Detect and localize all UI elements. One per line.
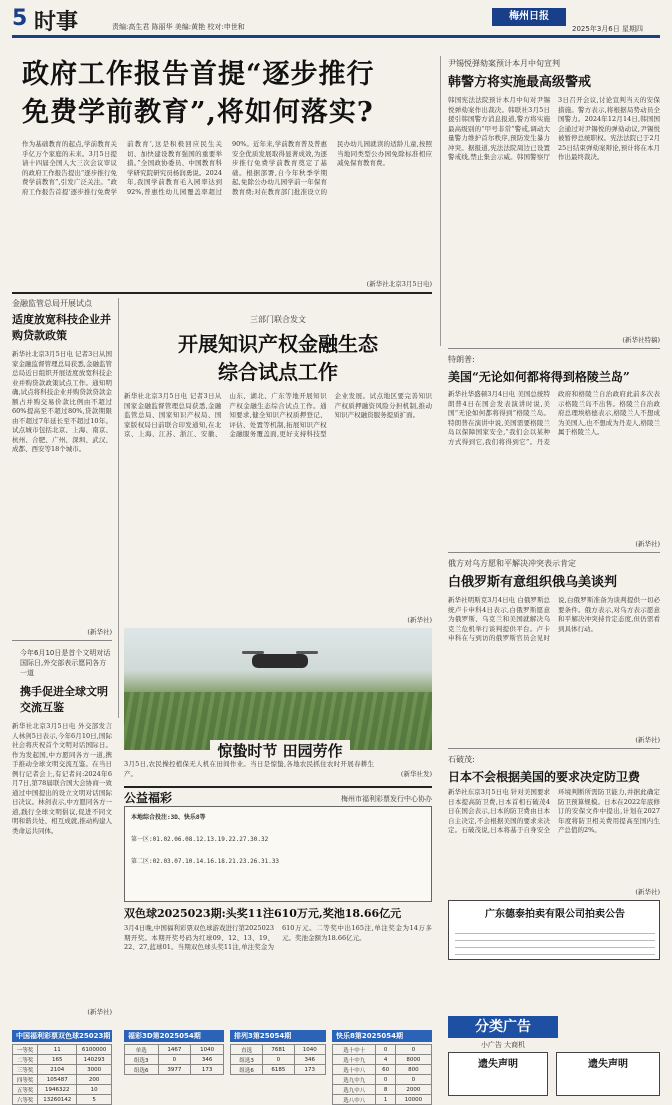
table-cell: 选十中十 bbox=[333, 1045, 376, 1055]
finance-body: 新华社北京3月5日电 记者3日从国家金融监督管理总局获悉,金融监管总局近日组织开展适度放宽科技企业并购贷款政策试点工作。通知明确,试点将科技企业并购贷款贷款金额占并购交易价款比例由不超过60%提高至不超过80%,贷款期限由不超过7年延长至不超过10年。试点城市包括北京、上海、南京、杭州、合肥、广州、深圳、武汉、成都、西安等18个城市。 bbox=[12, 350, 112, 453]
table-cell: 三等奖 bbox=[13, 1065, 38, 1075]
belarus-body: 新华社明斯克3月4日电 白俄罗斯总统卢卡申科4日表示,白俄罗斯愿意为俄罗斯、乌克兰和美国就解决乌克兰危机举行谈判提供平台。卢卡申科在与到访的俄罗斯官员会见时说,白俄罗斯准备为谈判提供一切必要条件。俄方表示,对乌方表示愿意和平解决冲突持肯定态度,但仍需看到具体行动。 bbox=[448, 596, 660, 642]
table-cell: 一等奖 bbox=[13, 1045, 38, 1055]
table-cell: 0 bbox=[395, 1075, 431, 1085]
lead-footer: (新华社北京3月5日电) bbox=[366, 280, 432, 288]
table-cell: 0 bbox=[376, 1075, 395, 1085]
table-cell: 直选 bbox=[231, 1045, 263, 1055]
auction-notice bbox=[448, 900, 660, 960]
table-cell: 8 bbox=[376, 1085, 395, 1095]
ip-headline-line2: 综合试点工作 bbox=[218, 360, 338, 384]
section-name: 时事 bbox=[34, 10, 79, 35]
korea-kicker: 尹锡悦弹劾案预计本月中旬宣判 bbox=[448, 59, 560, 68]
table-cell: 1040 bbox=[191, 1045, 224, 1055]
culture-footer: (新华社) bbox=[87, 1008, 112, 1016]
divider bbox=[448, 552, 660, 553]
table-cell: 105487 bbox=[38, 1075, 77, 1085]
classified-sub: 小广告 大商机 bbox=[480, 1041, 526, 1049]
field-photo bbox=[124, 628, 432, 750]
ip-body: 新华社北京3月5日电 记者3日从国家金融监督管理总局获悉,金融监管总局、国家知识产权局、国家版权局日前联合印发通知,在北京、上海、江苏、浙江、安徽、山东、湖北、广东等地开展知识产权金融生态综合试点工作。通知要求,健全知识产权质押登记、评估、处置等机制,拓展知识产权金融服务覆盖面,更好支持科技型企业发展。试点地区要完善知识产权质押融资风险分担机制,推动知识产权融资服务提质扩面。 bbox=[124, 392, 432, 438]
table-cell: 选八中八 bbox=[333, 1095, 376, 1105]
table-cell: 组选3 bbox=[125, 1055, 159, 1065]
table-cell: 0 bbox=[376, 1045, 395, 1055]
auction-table bbox=[455, 927, 655, 955]
table-row bbox=[231, 1065, 326, 1075]
prize-table-kl8 bbox=[332, 1044, 432, 1105]
table-cell: 单选 bbox=[125, 1045, 159, 1055]
welfare-title: 公益福彩 bbox=[124, 791, 173, 805]
table3-header: 排列3第25054期 bbox=[230, 1030, 326, 1042]
belarus-headline: 白俄罗斯有意组织俄乌美谈判 bbox=[448, 575, 618, 590]
table-cell: 11 bbox=[38, 1045, 77, 1055]
ishiba-body: 新华社东京3月5日电 针对美国要求日本提高防卫费,日本首相石破茂4日在国会表示,日本的防卫费由日本自主决定,不会根据美国的要求来决定。石破茂说,日本将基于自身安全环境判断所需防卫能力,并据此确定防卫预算规模。日本在2022年底修订的安保文件中提出,计划在2027年度将防卫相关费用提高至国内生产总值的2%。 bbox=[448, 788, 660, 834]
table-cell: 6185 bbox=[263, 1065, 294, 1075]
table-cell: 1040 bbox=[294, 1045, 325, 1055]
table-row bbox=[333, 1055, 432, 1065]
prize-table-3d bbox=[124, 1044, 224, 1075]
table-cell: 五等奖 bbox=[13, 1085, 38, 1095]
table-cell: 二等奖 bbox=[13, 1055, 38, 1065]
table-row bbox=[231, 1045, 326, 1055]
auction-title: 广东德泰拍卖有限公司拍卖公告 bbox=[485, 909, 625, 920]
table-row bbox=[333, 1095, 432, 1105]
table-cell: 173 bbox=[191, 1065, 224, 1075]
table-cell: 10 bbox=[77, 1085, 112, 1095]
table-row bbox=[333, 1045, 432, 1055]
ip-kicker: 三部门联合发文 bbox=[250, 315, 306, 324]
table-cell: 800 bbox=[395, 1065, 431, 1075]
photo-caption: 3月5日,农民操控植保无人机在田间作业。当日是惊蛰,各地农民抓住农时开展春耕生产。 bbox=[124, 760, 374, 778]
ishiba-kicker: 石破茂: bbox=[448, 755, 475, 764]
table-cell: 6100000 bbox=[77, 1045, 112, 1055]
culture-headline: 携手促进全球文明交流互鉴 bbox=[20, 685, 108, 714]
table-cell: 1946322 bbox=[38, 1085, 77, 1095]
lost-notice-title: 遗失声明 bbox=[588, 1059, 628, 1070]
table-cell: 0 bbox=[158, 1055, 191, 1065]
prize-table-ssq bbox=[12, 1044, 112, 1105]
table-cell: 4 bbox=[376, 1055, 395, 1065]
lottery-row2: 第二区:02.03.07.10.14.16.18.21.23.26.31.33 bbox=[131, 858, 280, 865]
lead-headline-line1: 政府工作报告首提“逐步推行 bbox=[22, 59, 375, 90]
page-header bbox=[12, 6, 660, 38]
table-row bbox=[125, 1045, 224, 1055]
table-cell: 165 bbox=[38, 1055, 77, 1065]
table-cell: 5 bbox=[77, 1095, 112, 1105]
korea-footer: (新华社特稿) bbox=[622, 336, 660, 344]
table-cell: 2000 bbox=[395, 1085, 431, 1095]
table-row bbox=[13, 1075, 112, 1085]
ishiba-footer: (新华社) bbox=[635, 888, 660, 896]
classified-banner: 分类广告 bbox=[448, 1016, 558, 1038]
trump-headline: 美国“无论如何都将得到格陵兰岛” bbox=[448, 370, 630, 384]
lost-notice-2 bbox=[556, 1052, 660, 1096]
column-rule bbox=[440, 56, 441, 346]
table-cell: 1467 bbox=[158, 1045, 191, 1055]
table-cell: 7681 bbox=[263, 1045, 294, 1055]
lottery-body: 3月4日晚,中国福利彩票双色球游戏进行第2025023期开奖。本期开奖号码为红球09、12、13、19、22、27,蓝球01。当期双色球头奖11注,单注奖金为610万元。二等奖中出165注,单注奖金为14万多元。奖池金额为18.66亿元。 bbox=[124, 924, 432, 951]
column-rule bbox=[118, 298, 119, 718]
table-cell: 3000 bbox=[77, 1065, 112, 1075]
trump-footer: (新华社) bbox=[635, 540, 660, 548]
lottery-box bbox=[124, 806, 432, 902]
photo-credit: (新华社发) bbox=[400, 770, 432, 778]
table2-header: 福彩3D第2025054期 bbox=[124, 1030, 224, 1042]
table-cell: 60 bbox=[376, 1065, 395, 1075]
drone-shape bbox=[252, 654, 308, 668]
lost-notice-title: 遗失声明 bbox=[478, 1059, 518, 1070]
table-cell: 140293 bbox=[77, 1055, 112, 1065]
divider bbox=[124, 786, 432, 788]
table-row bbox=[13, 1045, 112, 1055]
table-row bbox=[125, 1065, 224, 1075]
table-row bbox=[231, 1055, 326, 1065]
lost-notice-1 bbox=[448, 1052, 548, 1096]
table-row bbox=[125, 1055, 224, 1065]
table4-header: 快乐8第2025054期 bbox=[332, 1030, 432, 1042]
table-row bbox=[333, 1065, 432, 1075]
ip-headline-line1: 开展知识产权金融生态 bbox=[178, 332, 378, 356]
issue-date: 2025年3月6日 星期四 bbox=[572, 25, 643, 33]
table-cell: 四等奖 bbox=[13, 1075, 38, 1085]
newspaper-logo: 梅州日报 bbox=[492, 8, 566, 26]
belarus-kicker: 俄方对乌方愿和平解决冲突表示肯定 bbox=[448, 559, 576, 568]
table-cell: 选十中九 bbox=[333, 1055, 376, 1065]
table-cell: 1 bbox=[376, 1095, 395, 1105]
table-cell: 组选3 bbox=[231, 1055, 263, 1065]
table-cell: 2104 bbox=[38, 1065, 77, 1075]
divider bbox=[448, 348, 660, 349]
table1-header: 中国福利彩票双色球25023期 bbox=[12, 1030, 112, 1042]
table-cell: 0 bbox=[395, 1045, 431, 1055]
table-cell: 选九中九 bbox=[333, 1075, 376, 1085]
table-cell: 组选6 bbox=[231, 1065, 263, 1075]
finance-kicker: 金融监管总局开展试点 bbox=[12, 299, 92, 308]
table-cell: 0 bbox=[263, 1055, 294, 1065]
welfare-subtitle: 梅州市福利彩票发行中心协办 bbox=[341, 795, 432, 803]
table-cell: 3977 bbox=[158, 1065, 191, 1075]
table-row bbox=[333, 1075, 432, 1085]
ip-footer: (新华社) bbox=[407, 616, 432, 624]
finance-footer: (新华社) bbox=[87, 628, 112, 636]
table-cell: 346 bbox=[294, 1055, 325, 1065]
table-cell: 200 bbox=[77, 1075, 112, 1085]
editor-credits: 责编:高生君 陈丽华 美编:黄艳 校对:申世和 bbox=[112, 23, 245, 31]
trump-kicker: 特朗普: bbox=[448, 355, 475, 364]
table-cell: 组选6 bbox=[125, 1065, 159, 1075]
ip-headline bbox=[124, 330, 432, 386]
photo-title: 惊蛰时节 田园劳作 bbox=[210, 740, 350, 761]
belarus-footer: (新华社) bbox=[635, 736, 660, 744]
ishiba-headline: 日本不会根据美国的要求决定防卫费 bbox=[448, 770, 641, 784]
lottery-game-title: 本地综合投注:3D、快乐8等 bbox=[131, 814, 206, 821]
table-row bbox=[13, 1095, 112, 1105]
divider bbox=[12, 640, 112, 641]
table-cell: 选九中八 bbox=[333, 1085, 376, 1095]
lead-body: 作为基础教育的起点,学前教育关乎亿万个家庭的未来。3月5日提请十四届全国人大三次会议审议的政府工作报告提出“逐步推行免费学前教育”,引发广泛关注。“政府工作报告首提‘逐步推行免费学前教育’,这是积极回应民生关切、加快建设教育强国的重要举措。”全国政协委员、中国教育科学研究院研究员杨润勇说。2024年,我国学前教育毛入园率达到92%,普惠性幼儿园覆盖率超过90%。近年来,学前教育普及普惠安全优质发展取得显著成效,为逐步推行免费学前教育奠定了基础。根据部署,自今年秋季学期起,免除公办幼儿园学前一年保育教育费;对在教育部门批准设立的民办幼儿园就读的适龄儿童,按照当地同类型公办园免除标准相应减免保育教育费。 bbox=[22, 140, 432, 196]
prize-table-p3 bbox=[230, 1044, 326, 1075]
table-cell: 173 bbox=[294, 1065, 325, 1075]
table-cell: 10000 bbox=[395, 1095, 431, 1105]
lottery-headline: 双色球2025023期:头奖11注610万元,奖池18.66亿元 bbox=[124, 907, 402, 920]
lead-headline bbox=[22, 56, 432, 132]
lottery-row1: 第一区:01.02.06.08.12.13.19.22.27.30.32 bbox=[131, 836, 269, 843]
table-row bbox=[13, 1065, 112, 1075]
divider bbox=[448, 748, 660, 749]
trump-body: 新华社华盛顿3月4日电 美国总统特朗普4日在国会发表演讲时说,美国“无论如何都将得到”格陵兰岛。特朗普在演讲中说,美国需要格陵兰岛以保障国家安全,“我们会以某种方式得到它,我们将得到它”。丹麦政府和格陵兰自治政府此前多次表示格陵兰岛不出售。格陵兰自治政府总理埃格德表示,格陵兰人不想成为美国人,也不想成为丹麦人,格陵兰属于格陵兰人。 bbox=[448, 390, 660, 446]
table-cell: 选十中八 bbox=[333, 1065, 376, 1075]
table-cell: 8000 bbox=[395, 1055, 431, 1065]
divider bbox=[12, 292, 432, 294]
table-cell: 六等奖 bbox=[13, 1095, 38, 1105]
table-row bbox=[13, 1055, 112, 1065]
page-number: 5 bbox=[12, 6, 28, 31]
table-row bbox=[13, 1085, 112, 1095]
table-cell: 13260142 bbox=[38, 1095, 77, 1105]
culture-body: 新华社北京3月5日电 外交部发言人林剑5日表示,今年6月10日,国际社会将庆祝首个文明对话国际日。作为发起国,中方愿同各方一道,携手推动全球文明交流互鉴。在当日例行记者会上,有记者问:2024年6月7日,第78届联合国大会协商一致通过中国提出的设立文明对话国际日决议。林剑表示,中方愿同各方一道,践行全球文明倡议,促进不同文明和谐共处、相互成就,推动构建人类命运共同体。 bbox=[12, 722, 112, 835]
lead-headline-line2: 免费学前教育”,将如何落实? bbox=[22, 97, 374, 128]
culture-kicker: 今年6月10日是首个文明对话国际日,外交部表示愿同各方一道 bbox=[20, 649, 111, 677]
finance-headline: 适度放宽科技企业并购贷款政策 bbox=[12, 313, 111, 342]
korea-body: 韩国宪法法院预计本月中旬对尹锡悦弹劾案作出裁决。韩联社3月5日援引韩国警方消息报道,警方将实施最高级别的“甲号非常”警戒,调动大量警力维护首尔秩序,预防发生暴力冲突。据报道,宪法法院周边已设置警戒线,禁止集会示威。韩国警察厅3日召开会议,讨论宣判当天的安保措施。警方表示,将根据局势动员全国警力。2024年12月14日,韩国国会通过对尹锡悦的弹劾动议,尹锡悦被暂停总统职权。宪法法院已于2月25日结束弹劾案辩论,预计将在本月作出最终裁决。 bbox=[448, 96, 660, 161]
korea-headline: 韩警方将实施最高级警戒 bbox=[448, 75, 592, 90]
table-row bbox=[333, 1085, 432, 1095]
table-cell: 346 bbox=[191, 1055, 224, 1065]
